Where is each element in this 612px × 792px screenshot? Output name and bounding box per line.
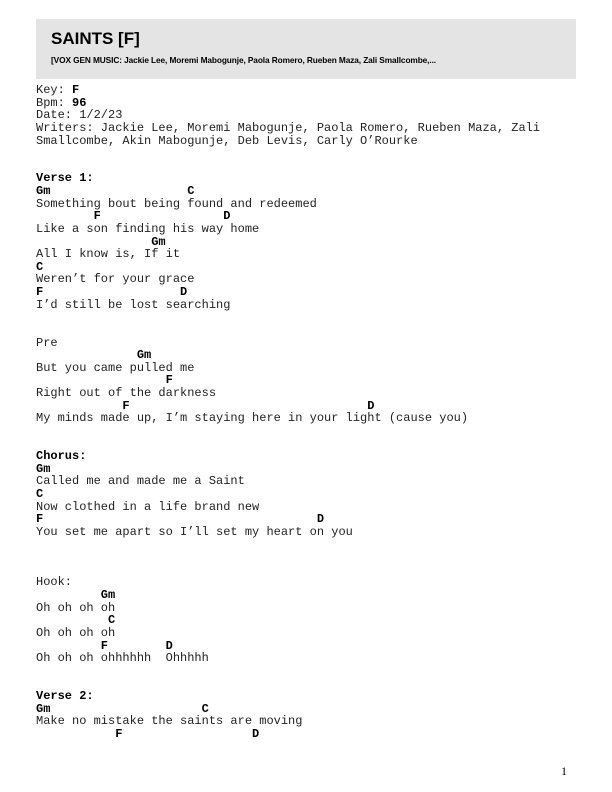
writers-line-continued: Smallcombe, Akin Mabogunje, Deb Levis, Carly O’Rourke	[36, 133, 418, 148]
chord-line: F D	[36, 285, 188, 299]
section-label-hook: Hook:	[36, 575, 73, 590]
song-header	[36, 19, 576, 79]
key-line	[36, 84, 596, 97]
chord-line: F D	[36, 638, 173, 653]
lyric-line: Right out of the darkness	[36, 386, 217, 400]
chord-line: Gm C	[36, 184, 195, 198]
lyric-line: Something bout being found and redeemed	[36, 196, 317, 211]
date-line: Date: 1/2/23	[36, 108, 123, 123]
chord-line: Gm	[36, 588, 116, 602]
lyric-line: Now clothed in a life brand new	[36, 499, 260, 514]
spacer	[36, 311, 596, 324]
spacer	[36, 665, 596, 678]
section-label-verse-2: Verse 2:	[36, 689, 94, 703]
page-number: 1	[561, 764, 567, 778]
spacer	[36, 147, 596, 160]
chord-sheet	[36, 84, 596, 741]
spacer	[36, 160, 596, 173]
chord-line: C	[36, 259, 44, 274]
lyric-line: But you came pulled me	[36, 360, 195, 375]
song-title: SAINTS [F]	[51, 29, 140, 48]
spacer	[36, 564, 596, 577]
section-label-chorus: Chorus:	[36, 449, 87, 464]
lyric-line: Make no mistake the saints are moving	[36, 714, 303, 729]
chord-line: Gm C	[36, 701, 209, 716]
chord-line: Gm	[36, 234, 166, 249]
spacer	[36, 677, 596, 690]
chord-line: F D	[36, 512, 325, 527]
lyric-line: Oh oh oh oh	[36, 625, 116, 640]
spacer	[36, 438, 596, 451]
lyric-line: I’d still be lost searching	[36, 297, 231, 312]
spacer	[36, 539, 596, 552]
key-value: F	[72, 83, 80, 97]
lyric-line: Weren’t for your grace	[36, 272, 195, 287]
spacer	[36, 324, 596, 337]
chord-line: Gm	[36, 348, 152, 363]
lyric-line: You set me apart so I’ll set my heart on you	[36, 524, 353, 539]
bpm-value: 96	[72, 95, 87, 110]
lyric-line: Oh oh oh ohhhhhh Ohhhhh	[36, 651, 209, 666]
chord-line: F	[36, 373, 173, 388]
chord-line: F D	[36, 209, 231, 224]
spacer	[36, 551, 596, 564]
spacer	[36, 425, 596, 438]
lyric-line: Like a son finding his way home	[36, 221, 260, 236]
lyric-line: Called me and made me a Saint	[36, 474, 245, 489]
writers-line: Writers: Jackie Lee, Moremi Mabogunje, Paola Romero, Rueben Maza, Zali	[36, 120, 541, 135]
song-credits: [VOX GEN MUSIC: Jackie Lee, Moremi Mabogunje, Paola Romero, Rueben Maza, Zali Smallcombe,...	[51, 55, 436, 65]
chord-line: C	[36, 487, 44, 501]
lyric-line: Oh oh oh oh	[36, 600, 116, 615]
section-label-verse-1: Verse 1:	[36, 171, 94, 186]
section-label-pre: Pre	[36, 335, 58, 350]
bpm-label: Bpm:	[36, 95, 73, 110]
lyric-line: All I know is, If it	[36, 247, 181, 262]
chord-line: F D	[36, 398, 375, 413]
lyric-line: My minds made up, I’m staying here in your light (cause you)	[36, 411, 469, 426]
chord-line: C	[36, 613, 116, 628]
key-label: Key:	[36, 83, 73, 97]
chord-line: F D	[36, 726, 260, 741]
chord-line: Gm	[36, 461, 51, 476]
